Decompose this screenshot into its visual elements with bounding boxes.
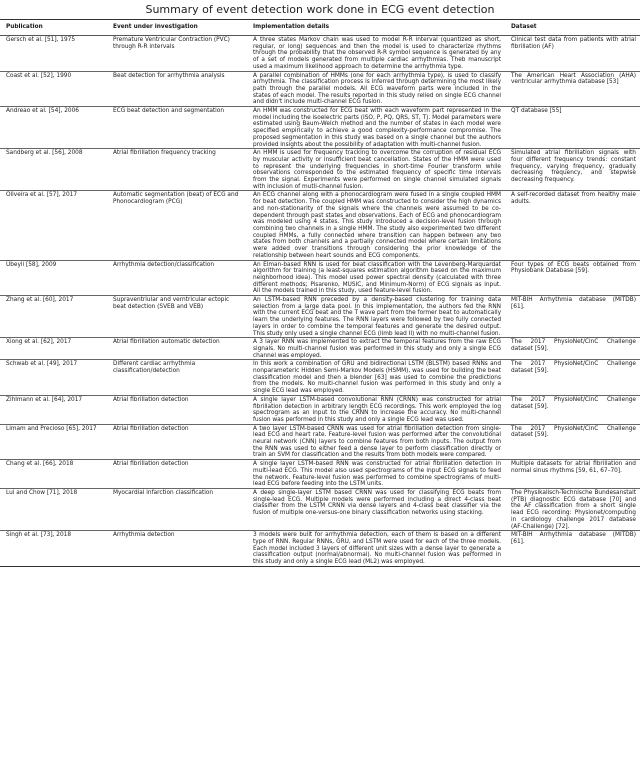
cell-implementation: 3 models were built for arrhythmia detection, each of them is based on a different type of RNN. Regular RNNs, GRU, and LSTM were used for each of the three models. Each model included 3 layers of different unit sizes with a dense layer to generate a classification output (normal/abnormal). No multi-channel fusion was performed in this study and only a single ECG lead (ML2) was employed. — [247, 531, 505, 567]
cell-dataset: Multiple datasets for atrial fibrillation and normal sinus rhythms [59, 61, 67–70]. — [505, 460, 640, 489]
table-row — [0, 296, 640, 338]
table-row — [0, 191, 640, 260]
cell-dataset: The 2017 PhysioNet/CinC Challenge dataset [59]. — [505, 338, 640, 360]
cell-implementation: A single layer LSTM-based convolutional RNN (CRNN) was constructed for atrial fibrillation detection in arbitrary length ECG recordings. This work employed the log spectrogram as an input to the CRNN to increase the accuracy. No multi-channel fusion was performed in this study and only a single ECG lead was used. — [247, 395, 505, 424]
cell-dataset: The 2017 PhysioNet/CinC Challenge dataset [59]. — [505, 424, 640, 460]
cell-publication: Chang et al. [66], 2018 — [0, 460, 107, 489]
table-row — [0, 107, 640, 149]
cell-implementation: A two layer LSTM-based CRNN was used for atrial fibrillation detection from single-lead ECG and heart rate. Feature-level fusion was performed after the convolutional neural network (CNN) layers to combine features from both inputs. The output from the RNN was used to either feed a dense layer to perform classification directly or train an SVM for classification and the results from both models were compared. — [247, 424, 505, 460]
header-event: Event under investigation — [107, 21, 247, 36]
cell-event: Beat detection for arrhythmia analysis — [107, 71, 247, 107]
header-implementation: Implementation details — [247, 21, 505, 36]
table-row — [0, 338, 640, 360]
cell-publication: Xiong et al. [62], 2017 — [0, 338, 107, 360]
table-caption: Summary of event detection work done in ECG event detection — [145, 3, 495, 16]
table-row — [0, 260, 640, 296]
cell-implementation: An Elman-based RNN is used for beat classification with the Levenberg-Marquardat algorithm for training (a least-squares estimation algorithm based on the maximum neighborhood idea). This model used power spectral density (calculated with three different methods; Pisarenko, MUSIC, and Minimum-Norm) of ECG signals as input. All the models trained in this study, used feature-level fusion. — [247, 260, 505, 296]
cell-event: Arrhythmia detection/classification — [107, 260, 247, 296]
cell-implementation: In this work a combination of GRU and bidirectional LSTM (BLSTM) based RNNs and nonparameteric Hidden Semi-Markov Models (HSMM), was used for building the beat classification model and then a blender [63] was used to combine the predictions from the models. No multi-channel fusion was performed in this study and only a single ECG lead was employed. — [247, 360, 505, 396]
cell-implementation: A 3 layer RNN was implemented to extract the temporal features from the raw ECG signals. No multi-channel fusion was performed in this study and only a single ECG channel was employed. — [247, 338, 505, 360]
cell-implementation: An ECG channel along with a phonocardiogram were fused in a single coupled HMM for beat detection. The coupled HMM was constructed to consider the high dynamics and non-stationarity of the signals where the channels were assumed to be co-dependent through past states and observations. Each of ECG and phonocardiogram was modeled using 4 states. This study introduced a decision-level fusion through combining two channels in a single HMM. The study also experimented two different coupled HMMs, a fully connected where transition can happen between any two states from both channels and a partially connected model where certain limitations were added over transitions through considering the prior knowledge of the relationship between heart sounds and ECG components. — [247, 191, 505, 260]
cell-implementation: A single layer LSTM-based RNN was constructed for atrial fibrillation detection in multi-lead ECG. This model also used spectrograms of the input ECG signals to feed the network. Feature-level fusion was performed to combine spectrograms of multi-lead ECG before feeding into the LSTM units. — [247, 460, 505, 489]
cell-publication: Zihlmann et al. [64], 2017 — [0, 395, 107, 424]
cell-dataset: The American Heart Association (AHA) ventricular arrhythmia database [53] — [505, 71, 640, 107]
cell-implementation: A deep single-layer LSTM based CRNN was used for classifying ECG beats from single-lead ECG. Multiple models were performed including a direct 4-class beat classifier from the LSTM CRNN via dense layers and 4-class beat classifier via the fusion of multiple one-versus-one binary classification networks using stacking. — [247, 489, 505, 531]
cell-publication: Übeyli [58], 2009 — [0, 260, 107, 296]
header-dataset: Dataset — [505, 21, 640, 36]
table-row — [0, 71, 640, 107]
cell-implementation: A parallel combination of HMMs (one for each arrhythmia type), is used to classify arrhythmia. The classification process is inferred through determining the most likely path through the parallel models. All ECG waveform parts were included in the states of each model. The results reported in this study relied on single ECG channel and didn't include multi-channel ECG fusion. — [247, 71, 505, 107]
cell-event: Atrial fibrillation frequency tracking — [107, 149, 247, 191]
cell-dataset: Simulated atrial fibrillation signals with four different frequency trends: constant frequency, varying frequency, gradually decreasing frequency, and stepwise decreasing frequency. — [505, 149, 640, 191]
cell-publication: Schwab et al. [49], 2017 — [0, 360, 107, 396]
cell-dataset: MIT-BIH Arrhythmia database (MITDB) [61]. — [505, 531, 640, 567]
table-row — [0, 460, 640, 489]
top-rule — [0, 19, 640, 20]
cell-publication: Limam and Precioso [65], 2017 — [0, 424, 107, 460]
cell-publication: Andreao et al. [54], 2006 — [0, 107, 107, 149]
cell-dataset: A self-recorded dataset from healthy male adults. — [505, 191, 640, 260]
cell-dataset: MIT-BIH Arrhythmia database (MITDB) [61]. — [505, 296, 640, 338]
cell-dataset: The 2017 PhysioNet/CinC Challenge dataset [59]. — [505, 360, 640, 396]
cell-event: Atrial fibrillation detection — [107, 424, 247, 460]
cell-event: Myocardial infarction classification — [107, 489, 247, 531]
cell-event: ECG beat detection and segmentation — [107, 107, 247, 149]
table-row — [0, 149, 640, 191]
cell-dataset: QT database [55] — [505, 107, 640, 149]
table-row — [0, 360, 640, 396]
cell-publication: Coast et al. [52], 1990 — [0, 71, 107, 107]
cell-event: Automatic segmentation (beat) of ECG and Phonocardiogram (PCG) — [107, 191, 247, 260]
table-header-row — [0, 21, 640, 36]
cell-dataset: The 2017 PhysioNet/CinC Challenge dataset [59]. — [505, 395, 640, 424]
cell-event: Premature Ventricular Contraction (PVC) through R-R intervals — [107, 36, 247, 72]
cell-publication: Gersch et al. [51], 1975 — [0, 36, 107, 72]
cell-publication: Sandberg et al. [56], 2008 — [0, 149, 107, 191]
table-row — [0, 424, 640, 460]
cell-publication: Zhang et al. [60], 2017 — [0, 296, 107, 338]
cell-event: Atrial fibrillation detection — [107, 460, 247, 489]
cell-publication: Singh et al. [73], 2018 — [0, 531, 107, 567]
cell-event: Supraventriular and verntricular ectopic beat detection (SVEB and VEB) — [107, 296, 247, 338]
header-publication: Publication — [0, 21, 107, 36]
table-row — [0, 395, 640, 424]
cell-implementation: A three states Markov chain was used to model R-R interval (quantized as short, regular, or long) sequences and then the model is used to characterize rhythms through the probability that the observed R-R symbol sequence is generated by any of a set of models generated from multiple cardiac arrhythmias. Theb manuscript used a maximum likelihood approach to determine the arrhythmia type. — [247, 36, 505, 72]
cell-event: Atrial fibrillation automatic detection — [107, 338, 247, 360]
table-row — [0, 531, 640, 567]
cell-implementation: An HMM was constructed for ECG beat with each waveform part represented in the model including the isoelectric parts (ISO, P, PQ, QRS, ST, T). Model parameters were estimated using Baum-Welch method and the number of states in each model were specified empirically to achieve a good complexity-performance compromise. The proposed segmentation in this study was based on a single channel but the authors provided insights about the possibility of adaptation with multi-channel fusion. — [247, 107, 505, 149]
cell-publication: Lui and Chow [71], 2018 — [0, 489, 107, 531]
cell-implementation: An HMM is used for frequency tracking to overcome the corruption of residual ECG by muscular activity or insufficient beat cancellation. States of the HMM were used to represent the underlying frequencies in short-time Fourier transform while observations corresponded to the estimated frequency of specific time intervals from the signal. Experiments were performed on single channel simulated signals with inclusion of mutli-channel fusion. — [247, 149, 505, 191]
cell-event: Different cardiac arrhythmia classification/detection — [107, 360, 247, 396]
table-row — [0, 489, 640, 531]
cell-dataset: Clinical test data from patients with atrial fibrillation (AF) — [505, 36, 640, 72]
cell-event: Arrhythmia detection — [107, 531, 247, 567]
cell-event: Atrial fibrillation detection — [107, 395, 247, 424]
cell-implementation: An LSTM-based RNN preceded by a density-based clustering for training data selection from a large data pool. In this implementation, the authors fed the RNN with the current ECG beat and the T wave part from the former beat to automatically learn the underlying features. The RNN layers were followed by two fully connected layers in order to combine the temporal features and generate the desired output. This study only used a single channel ECG (limb lead II) with no multi-channel fusion. — [247, 296, 505, 338]
table-row — [0, 36, 640, 72]
event-detection-table — [0, 21, 640, 567]
cell-dataset: Four types of ECG beats obtained from Physiobank Database [59]. — [505, 260, 640, 296]
cell-publication: Oliveira et al. [57], 2017 — [0, 191, 107, 260]
cell-dataset: The Physikalisch-Technische Bundesanstalt (PTB) diagnostic ECG database [70] and the AF classification from a short single lead ECG recording: Physionet/computing in cardiology challenge 2017 database (AF-Challenge) [72]. — [505, 489, 640, 531]
